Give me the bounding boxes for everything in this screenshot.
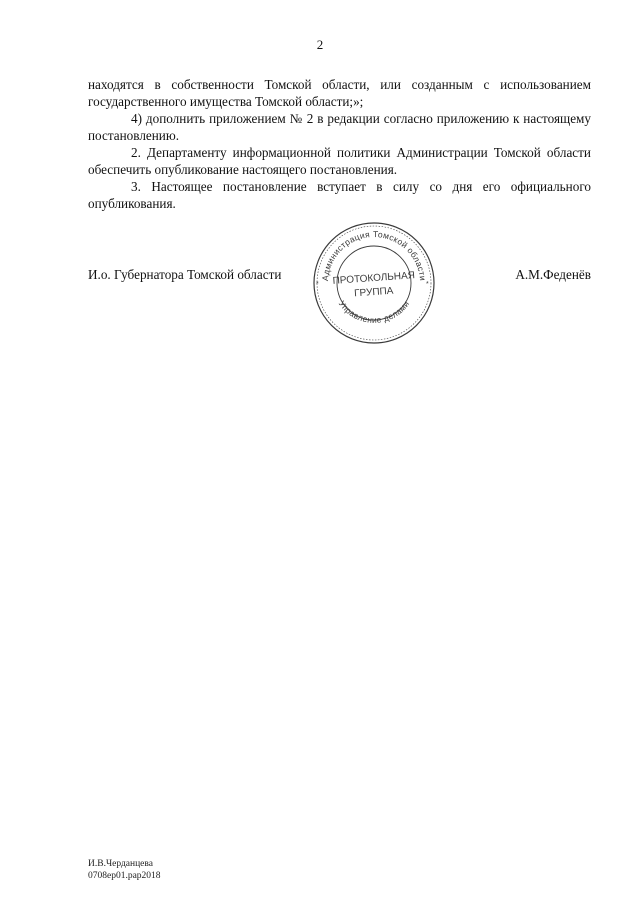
svg-text:*: * [316,281,319,288]
stamp-center-line2: ГРУППА [353,285,394,300]
footer-author: И.В.Черданцева [88,859,153,869]
signatory-position: И.о. Губернатора Томской области [88,267,282,282]
paragraph-item-4: 4) дополнить приложением № 2 в редакции согласно приложению к настоящему постановлению. [88,111,591,143]
stamp-center-line1: ПРОТОКОЛЬНАЯ [332,270,416,287]
footer-file-code: 0708ер01.рар2018 [88,871,161,881]
svg-text:Управление делами [337,299,411,325]
stamp-outer-top-text: Администрация Томской области [319,228,428,282]
official-stamp [311,220,437,346]
stamp-outer-bottom-text: Управление делами [336,298,412,325]
signatory-name: А.М.Феденёв [515,267,591,282]
paragraph-continuation: находятся в собственности Томской области, или созданным с использованием государственного имущества Томской области;»; [88,77,591,109]
paragraph-clause-3: 3. Настоящее постановление вступает в силу со дня его официального опубликования. [88,179,591,211]
paragraph-clause-2: 2. Департаменту информационной политики Администрации Томской области обеспечить опубликование настоящего постановления. [88,145,591,177]
page-number: 2 [316,37,324,52]
svg-text:*: * [426,281,429,288]
document-footer [88,858,161,882]
document-body [88,76,591,212]
